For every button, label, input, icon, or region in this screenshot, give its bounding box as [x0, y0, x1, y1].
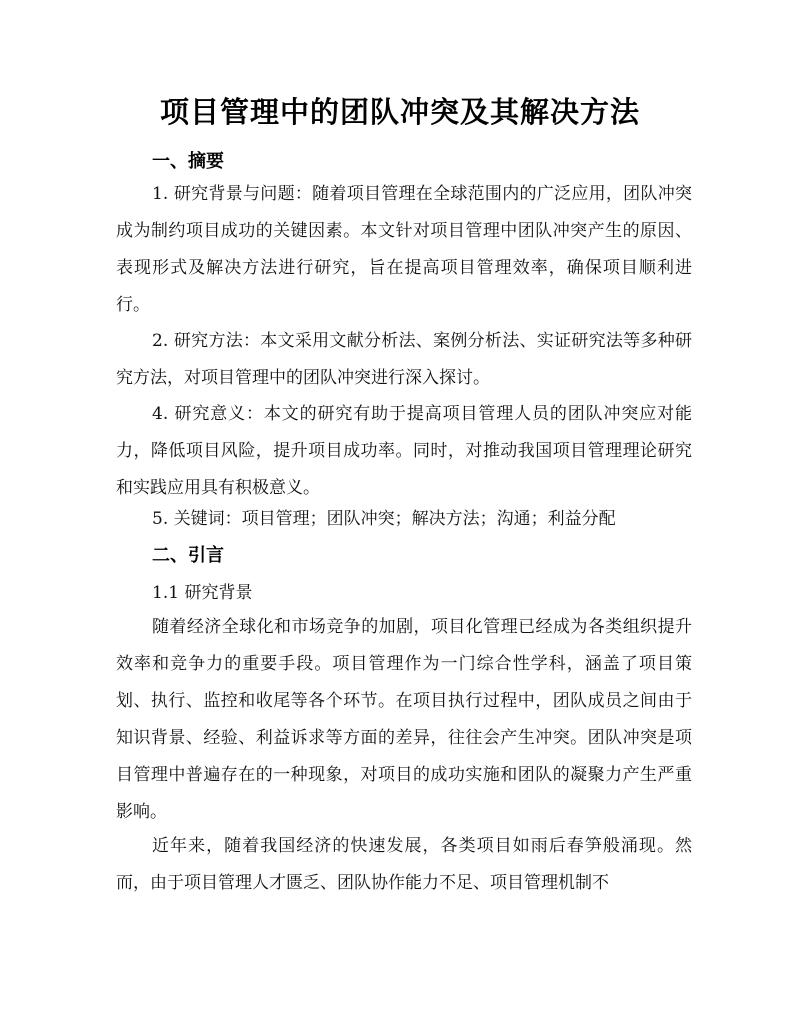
abstract-paragraph-2: 2. 研究方法：本文采用文献分析法、案例分析法、实证研究法等多种研究方法，对项目管理中的团队冲突进行深入探讨。 [116, 331, 692, 388]
abstract-paragraph-1: 1. 研究背景与问题：随着项目管理在全球范围内的广泛应用，团队冲突成为制约项目成功的关键因素。本文针对项目管理中团队冲突产生的原因、表现形式及解决方法进行研究，旨在提高项目管理效率，确保项目顺利进行。 [116, 184, 692, 315]
subsection-heading-1-1: 1.1 研究背景 [152, 583, 253, 603]
section-heading-abstract: 一、摘要 [152, 151, 224, 172]
keywords-line: 5. 关键词：项目管理；团队冲突；解决方法；沟通；利益分配 [152, 509, 616, 529]
intro-paragraph-2: 近年来，随着我国经济的快速发展，各类项目如雨后春笋般涌现。然而，由于项目管理人才匮乏、团队协作能力不足、项目管理机制不 [116, 836, 692, 893]
document-title: 项目管理中的团队冲突及其解决方法 [159, 95, 640, 129]
abstract-paragraph-4: 4. 研究意义：本文的研究有助于提高项目管理人员的团队冲突应对能力，降低项目风险，提升项目成功率。同时，对推动我国项目管理理论研究和实践应用具有积极意义。 [116, 404, 692, 498]
section-heading-introduction: 二、引言 [152, 545, 224, 566]
intro-paragraph-1: 随着经济全球化和市场竞争的加剧，项目化管理已经成为各类组织提升效率和竞争力的重要手段。项目管理作为一门综合性学科，涵盖了项目策划、执行、监控和收尾等各个环节。在项目执行过程中，团队成员之间由于知识背景、经验、利益诉求等方面的差异，往往会产生冲突。团队冲突是项目管理中普遍存在的一种现象，对项目的成功实施和团队的凝聚力产生严重影响。 [116, 617, 692, 822]
